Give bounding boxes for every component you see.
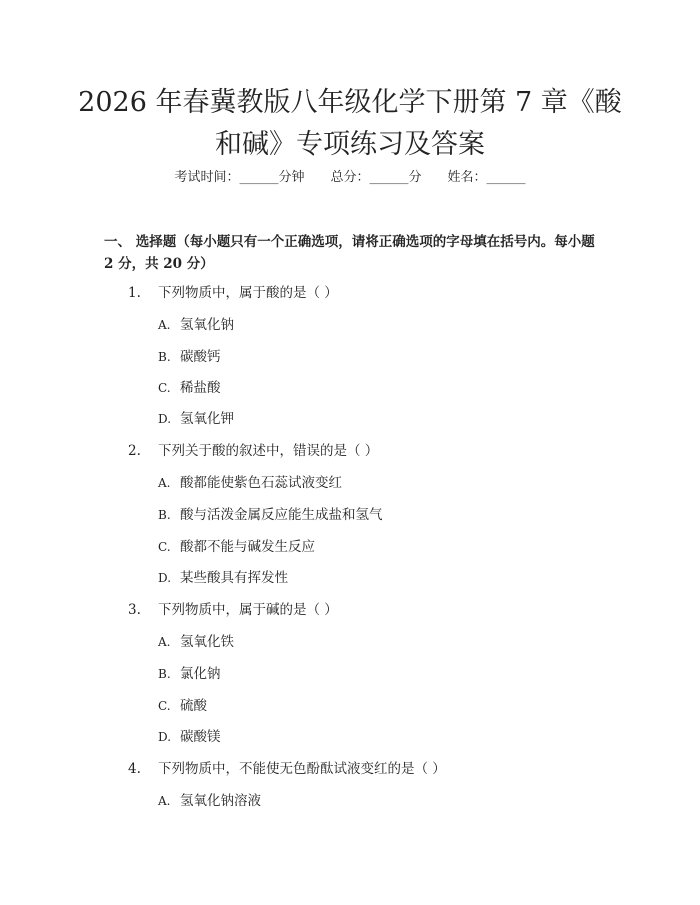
option-letter: D. [158,571,172,585]
option-text: 氢氧化钠 [180,317,234,333]
option-letter: A. [158,635,171,649]
option-text: 碳酸镁 [180,729,221,745]
question-3 [128,600,338,620]
question-1 [128,283,338,303]
option-letter: B. [158,667,171,681]
question-text: 下列物质中，属于酸的是（ ） [158,285,338,301]
option-letter: D. [158,412,172,426]
option-3c [158,696,207,716]
option-1b [158,347,221,367]
option-text: 氯化钠 [180,666,221,682]
option-text: 酸与活泼金属反应能生成盐和氢气 [180,507,383,523]
question-number: 2. [128,443,141,459]
option-1c [158,378,221,398]
option-text: 硫酸 [180,698,207,714]
option-letter: B. [158,350,171,364]
question-2 [128,441,378,461]
option-text: 氢氧化钠溶液 [180,793,261,809]
option-letter: C. [158,540,171,554]
option-2c [158,537,315,557]
option-text: 酸都不能与碱发生反应 [180,539,315,555]
question-text: 下列物质中，不能使无色酚酞试液变红的是（ ） [158,761,446,777]
option-text: 稀盐酸 [180,380,221,396]
option-2b [158,505,383,525]
option-4a [158,791,261,811]
document-title [60,82,640,166]
title-line-1: 2026 年春冀教版八年级化学下册第 7 章《酸 [78,87,622,118]
option-letter: B. [158,508,171,522]
option-1d [158,409,234,429]
exam-total-score: 总分：______分 [330,170,422,185]
question-text: 下列物质中，属于碱的是（ ） [158,602,338,618]
exam-name: 姓名：______ [447,170,526,185]
option-2a [158,473,342,493]
option-text: 某些酸具有挥发性 [180,570,288,586]
question-text: 下列关于酸的叙述中，错误的是（ ） [158,443,379,459]
option-letter: A. [158,794,171,808]
option-3b [158,664,221,684]
option-text: 氢氧化铁 [180,634,234,650]
option-3d [158,727,221,747]
exam-time: 考试时间：______分钟 [174,170,305,185]
option-letter: A. [158,318,171,332]
option-letter: C. [158,699,171,713]
option-letter: A. [158,476,171,490]
option-2d [158,568,288,588]
option-text: 碳酸钙 [180,349,221,365]
title-line-2: 和碱》专项练习及答案 [215,129,485,160]
option-3a [158,632,234,652]
question-number: 4. [128,761,141,777]
option-letter: C. [158,381,171,395]
option-1a [158,315,234,335]
option-text: 氢氧化钾 [180,411,234,427]
option-letter: D. [158,730,172,744]
section-heading-choice: 一、 选择题（每小题只有一个正确选项，请将正确选项的字母填在括号内。每小题 2 分，共 20 分） [104,234,595,272]
question-number: 1. [128,285,141,301]
exam-info [0,168,700,188]
question-4 [128,759,446,779]
option-text: 酸都能使紫色石蕊试液变红 [180,475,342,491]
question-number: 3. [128,602,141,618]
